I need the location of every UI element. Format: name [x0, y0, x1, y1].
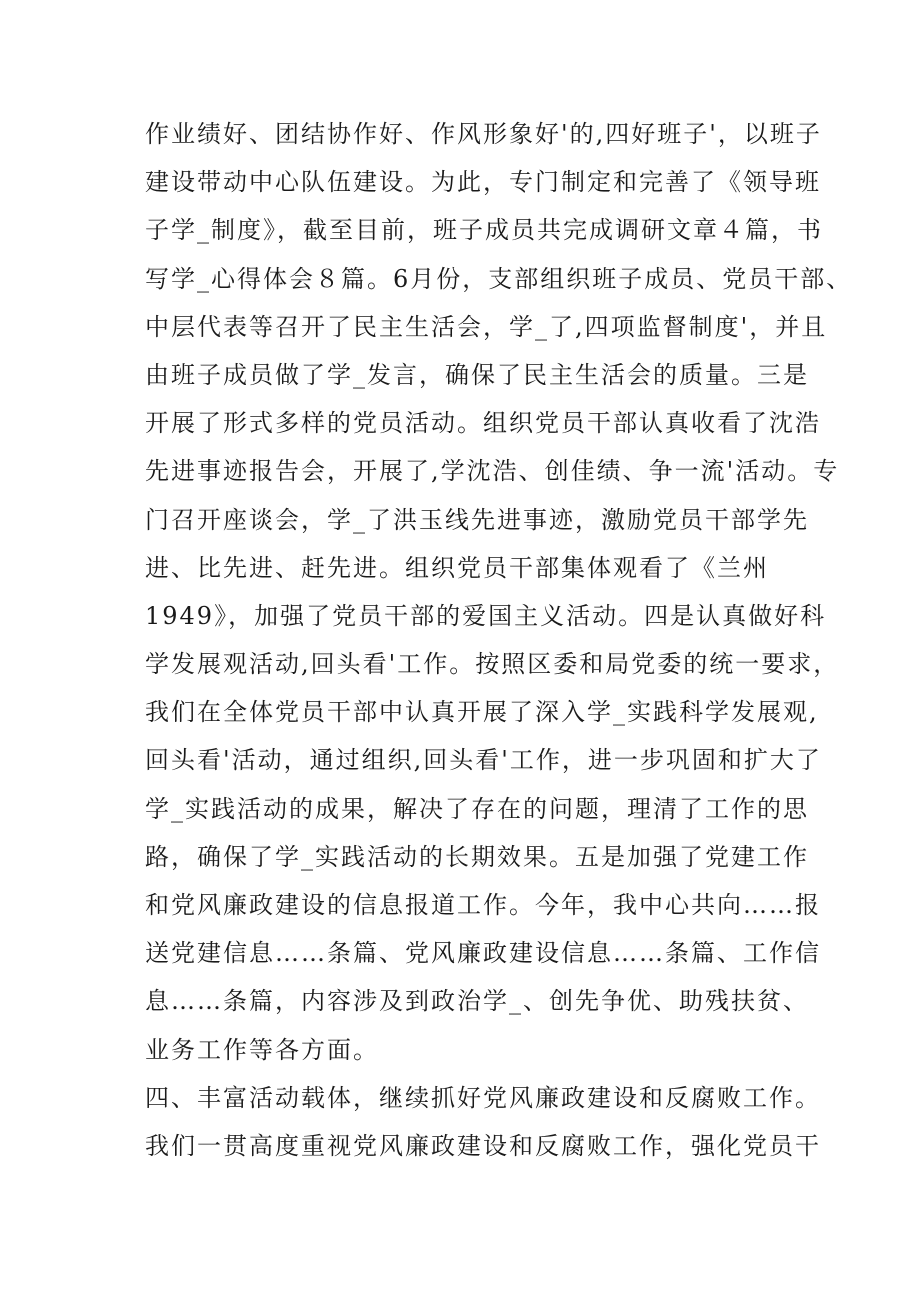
text-line: 先进事迹报告会，开展了,学沈浩、创佳绩、争一流'活动。专 [145, 457, 840, 486]
text-line: 送党建信息……条篇、党风廉政建设信息……条篇、工作信 [145, 939, 821, 968]
body-text [145, 110, 853, 1170]
section-heading-line: 四、丰富活动载体，继续抓好党风廉政建设和反腐败工作。 [145, 1083, 821, 1112]
text-line: 建设带动中心队伍建设。为此，专门制定和完善了《领导班 [145, 168, 821, 197]
text-line: 学发展观活动,回头看'工作。按照区委和局党委的统一要求， [145, 650, 840, 679]
text-line: 回头看'活动，通过组织,回头看'工作，进一步巩固和扩大了 [145, 746, 822, 775]
text-line: 开展了形式多样的党员活动。组织党员干部认真收看了沈浩 [145, 409, 821, 438]
text-line: 门召开座谈会，学_了洪玉线先进事迹，激励党员干部学先 [145, 505, 809, 534]
text-line: 路，确保了学_实践活动的长期效果。五是加强了党建工作 [145, 842, 809, 871]
text-line: 和党风廉政建设的信息报道工作。今年，我中心共向……报 [145, 891, 821, 919]
text-line: 学_实践活动的成果，解决了存在的问题，理清了工作的思 [145, 794, 809, 823]
text-line: 子学_制度》，截至目前，班子成员共完成调研文章４篇，书 [145, 216, 823, 245]
text-line: 1949》，加强了党员干部的爱国主义活动。四是认真做好科 [145, 601, 827, 630]
text-line: 写学_心得体会８篇。6月份，支部组织班子成员、党员干部、 [145, 264, 853, 293]
text-line: 息……条篇，内容涉及到政治学_、创先争优、助残扶贫、 [145, 987, 809, 1016]
text-line: 进、比先进、赶先进。组织党员干部集体观看了《兰州 [145, 553, 769, 582]
text-line: 中层代表等召开了民主生活会，学_了,四项监督制度'，并且 [145, 312, 828, 341]
text-line: 作业绩好、团结协作好、作风形象好'的,四好班子'，以班子 [145, 120, 822, 148]
text-line: 由班子成员做了学_发言，确保了民主生活会的质量。三是 [145, 360, 809, 389]
text-line: 我们一贯高度重视党风廉政建设和反腐败工作，强化党员干 [145, 1131, 821, 1160]
text-line: 我们在全体党员干部中认真开展了深入学_实践科学发展观, [145, 698, 819, 727]
text-line: 业务工作等各方面。 [145, 1035, 379, 1064]
